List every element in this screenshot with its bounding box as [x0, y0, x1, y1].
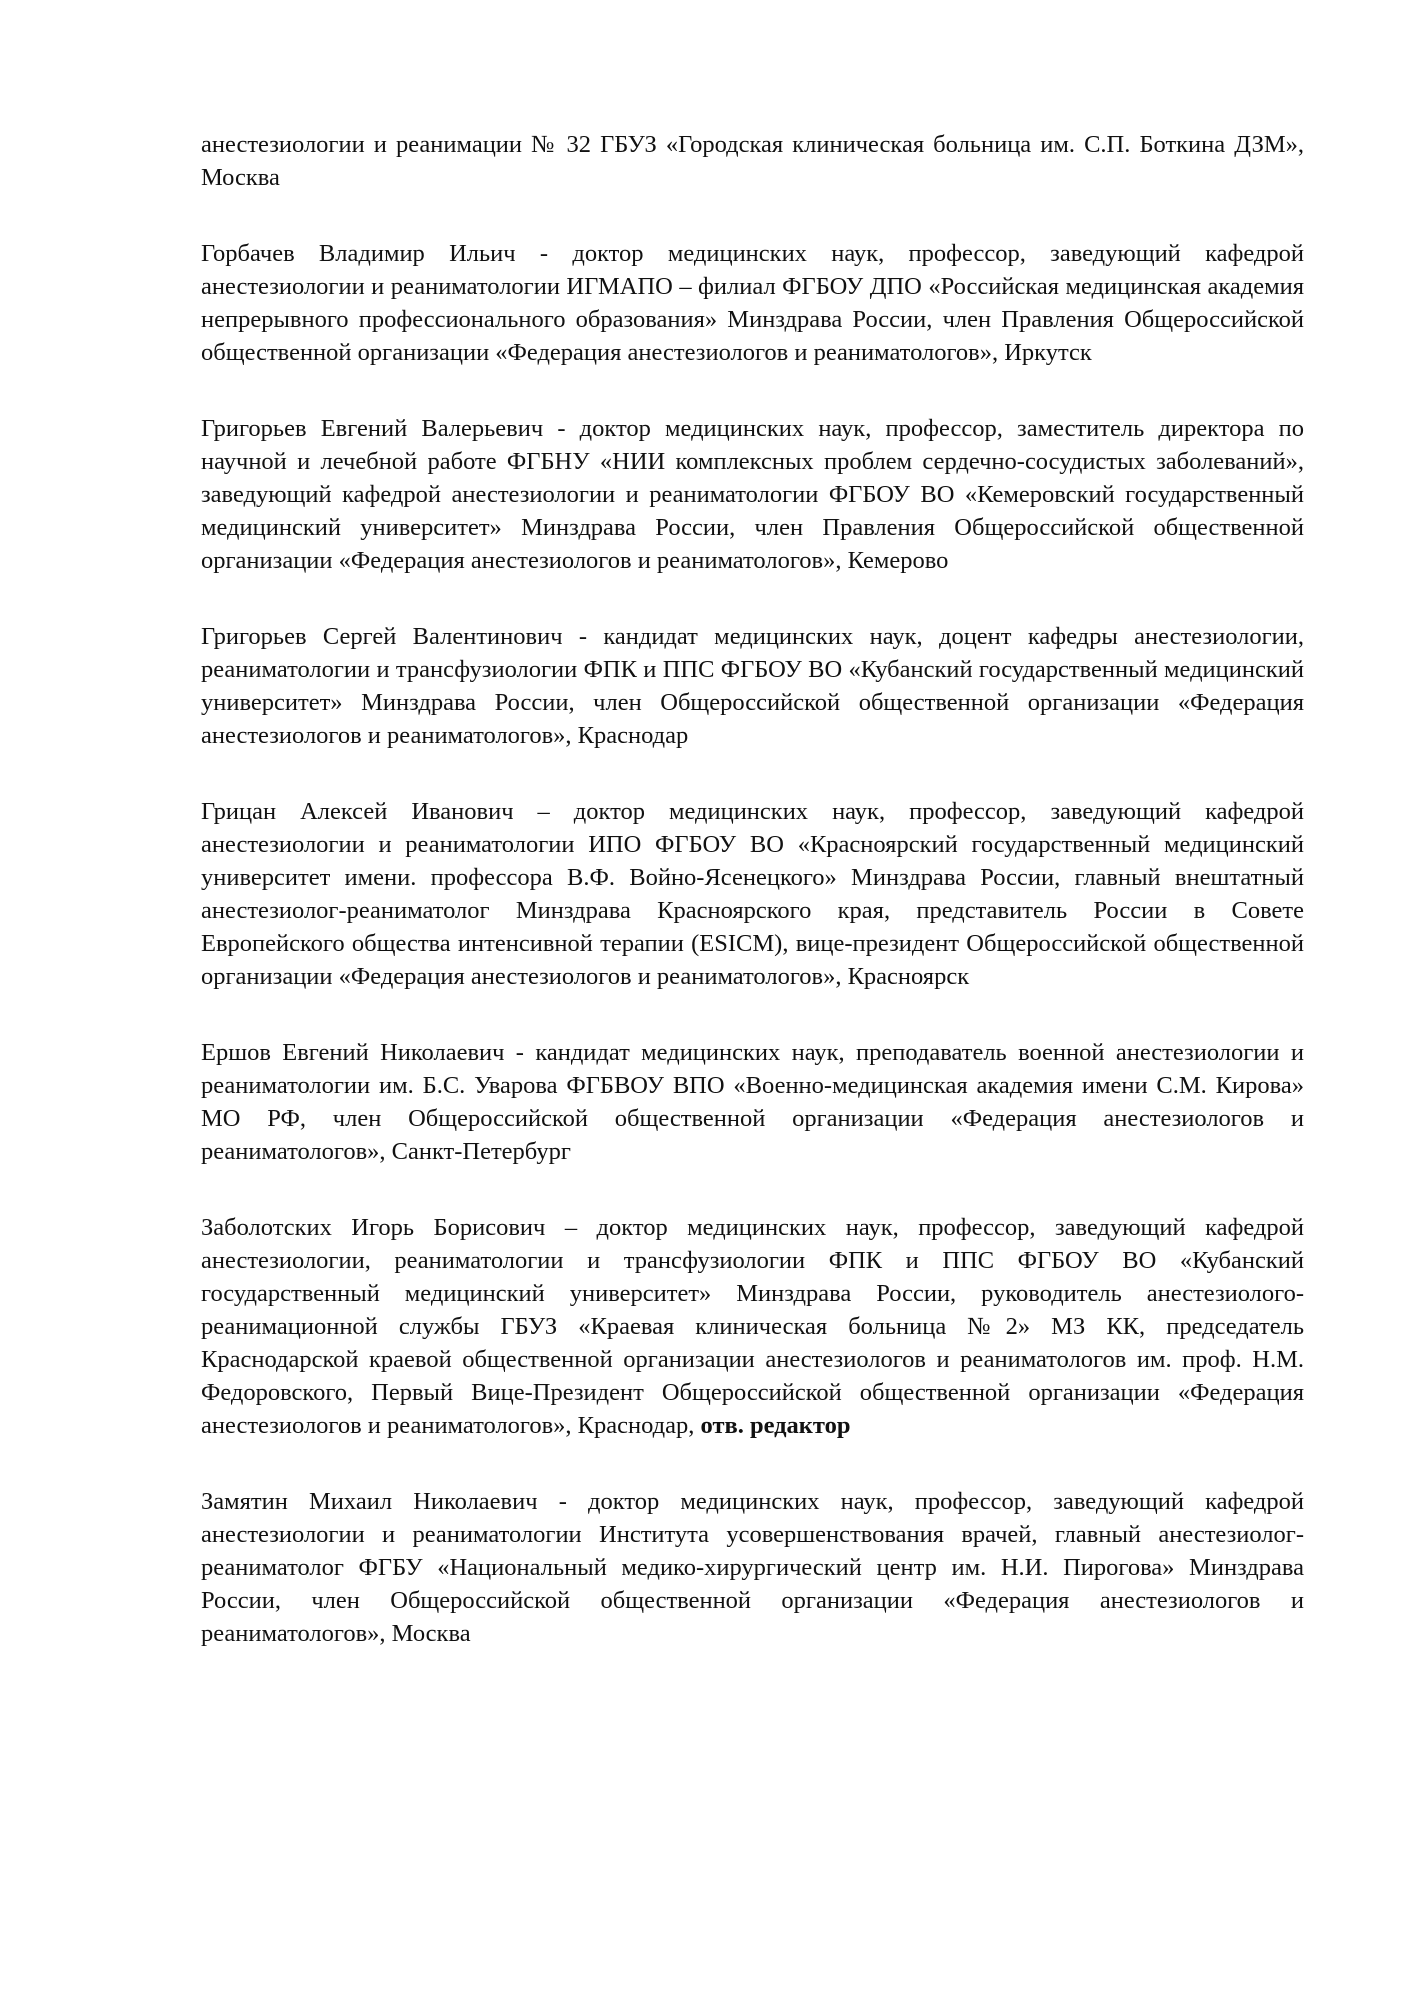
author-entry-continued — [201, 128, 1304, 194]
author-entry-grigoryev-e — [201, 412, 1304, 577]
entry-text: Ершов Евгений Николаевич - кандидат медицинских наук, преподаватель военной анестезиологии и реаниматологии им. Б.С. Уварова ФГБВОУ ВПО «Военно-медицинская академия имени С.М. Кирова» МО РФ, член Общероссийской общественной организации «Федерация анестезиологов и реаниматологов», Санкт-Петербург — [201, 1039, 1304, 1165]
entry-text: Горбачев Владимир Ильич - доктор медицинских наук, профессор, заведующий кафедрой анестезиологии и реаниматологии ИГМАПО – филиал ФГБОУ ДПО «Российская медицинская академия непрерывного профессионального образования» Минздрава России, член Правления Общероссийской общественной организации «Федерация анестезиологов и реаниматологов», Иркутск — [201, 240, 1304, 366]
document-page — [201, 128, 1304, 1693]
entry-text: Грицан Алексей Иванович – доктор медицинских наук, профессор, заведующий кафедрой анестезиологии и реаниматологии ИПО ФГБОУ ВО «Красноярский государственный медицинский университет имени. профессора В.Ф. Войно-Ясенецкого» Минздрава России, главный внештатный анестезиолог-реаниматолог Минздрава Красноярского края, представитель России в Совете Европейского общества интенсивной терапии (ESICM), вице-президент Общероссийской общественной организации «Федерация анестезиологов и реаниматологов», Красноярск — [201, 798, 1304, 990]
author-entry-gritsan — [201, 795, 1304, 993]
author-entry-ershov — [201, 1036, 1304, 1168]
author-entry-zabolotskikh — [201, 1211, 1304, 1442]
editor-role-label: отв. редактор — [700, 1412, 851, 1439]
author-entry-zamyatin — [201, 1485, 1304, 1650]
author-entry-gorbachev — [201, 237, 1304, 369]
entry-text: Григорьев Евгений Валерьевич - доктор медицинских наук, профессор, заместитель директора по научной и лечебной работе ФГБНУ «НИИ комплексных проблем сердечно-сосудистых заболеваний», заведующий кафедрой анестезиологии и реаниматологии ФГБОУ ВО «Кемеровский государственный медицинский университет» Минздрава России, член Правления Общероссийской общественной организации «Федерация анестезиологов и реаниматологов», Кемерово — [201, 415, 1304, 574]
entry-text: Замятин Михаил Николаевич - доктор медицинских наук, профессор, заведующий кафедрой анестезиологии и реаниматологии Института усовершенствования врачей, главный анестезиолог-реаниматолог ФГБУ «Национальный медико-хирургический центр им. Н.И. Пирогова» Минздрава России, член Общероссийской общественной организации «Федерация анестезиологов и реаниматологов», Москва — [201, 1488, 1304, 1647]
author-entry-grigoryev-s — [201, 620, 1304, 752]
entry-text: анестезиологии и реанимации № 32 ГБУЗ «Городская клиническая больница им. С.П. Боткина ДЗМ», Москва — [201, 131, 1304, 191]
entry-text: Григорьев Сергей Валентинович - кандидат медицинских наук, доцент кафедры анестезиологии, реаниматологии и трансфузиологии ФПК и ППС ФГБОУ ВО «Кубанский государственный медицинский университет» Минздрава России, член Общероссийской общественной организации «Федерация анестезиологов и реаниматологов», Краснодар — [201, 623, 1304, 749]
entry-text: Заболотских Игорь Борисович – доктор медицинских наук, профессор, заведующий кафедрой анестезиологии, реаниматологии и трансфузиологии ФПК и ППС ФГБОУ ВО «Кубанский государственный медицинский университет» Минздрава России, руководитель анестезиолого-реанимационной службы ГБУЗ «Краевая клиническая больница №2» МЗ КК, председатель Краснодарской краевой общественной организации анестезиологов и реаниматологов им. проф. Н.М. Федоровского, Первый Вице-Президент Общероссийской общественной организации «Федерация анестезиологов и реаниматологов», Краснодар, — [201, 1214, 1304, 1439]
